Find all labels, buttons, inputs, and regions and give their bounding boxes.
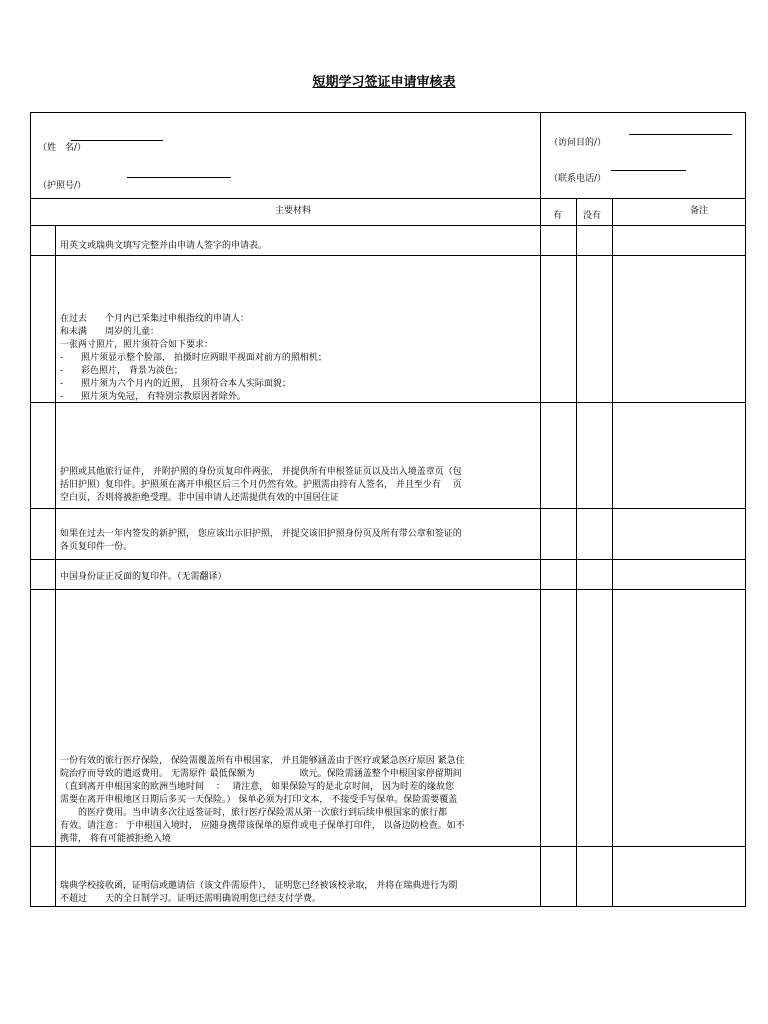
name-underline [71,140,163,141]
row-4-text [60,528,462,554]
name-label: （姓 名/） [38,143,87,153]
row-2-line: 和未满 周岁的儿童： [60,327,160,337]
row-6-line: 的医疗费用。当申请多次往返签证时，旅行医疗保险需从第一次旅行到后续申根国家的旅行都 [60,808,448,818]
row-6-line: 需要在离开申根地区日期后多买一天保险。） 保单必须为打印文本， 不接受手写保单。保险需要覆盖 [60,795,458,805]
row-6-line: （直到离开申根国家的欧洲当地时间 ： 请注意， 如果保险写的是北京时间， 因为时差的缘故您 [60,782,454,792]
row-6-line: 一份有效的旅行医疗保险， 保险需覆盖所有申根国家， 并且能够涵盖由于医疗或紧急医疗原因 紧急住 [60,756,465,766]
passport-label: （护照号/） [38,181,87,191]
have-column-left-divider [540,112,541,906]
row-3-line: 空白页，否则将被拒绝受理。非中国申请人还需提供有效的中国居住证 [60,493,340,503]
materials-column-header: 主要材料 [275,206,312,216]
row-3-line: 括旧护照）复印件。护照须在离开申根区后三个月仍然有效。护照需由持有人签名， 并且至少有 页 [60,480,462,490]
row-2-text [60,313,327,404]
row-7-text [60,880,457,906]
row-1-text: 用英文或瑞典文填写完整并由申请人签字的申请表。 [60,241,268,251]
row-2-line: - 彩色照片， 背景为淡色； [60,366,183,376]
header-bottom-border [30,198,746,199]
have-column-header: 有 [553,211,563,221]
row-5-text: 中国身份证正反面的复印件。（无需翻译） [60,572,227,582]
row-4-line: 各页复印件一份。 [60,542,133,552]
remarks-column-header: 备注 [690,206,709,216]
row-5-bottom-border [30,589,746,590]
row-2-line: 一张两寸照片，照片须符合如下要求： [60,340,214,350]
row-7-line: 瑞典学校接收函，证明信或邀请信（该文件需原件）， 证明您已经被该校录取， 并将在瑞典进行为期 [60,881,458,891]
row-1-bottom-border [30,255,746,256]
phone-underline [611,170,686,171]
row-4-bottom-border [30,559,746,560]
table-top-border [30,112,746,113]
row-2-line: - 照片须为免冠， 有特别宗教原因者除外。 [60,392,246,402]
have-column-right-divider [576,198,577,906]
index-column-divider [55,225,56,906]
table-left-border [30,112,31,906]
row-6-line: 携带， 将有可能被拒绝入境 [60,834,171,844]
row-3-text [60,466,462,505]
page-title: 短期学习签证申请审核表 [312,75,456,90]
table-right-border [745,112,746,906]
row-2-line: - 照片须显示整个脸部， 拍摄时应两眼平视面对前方的照相机； [60,353,327,363]
not-have-column-right-divider [612,198,613,906]
row-6-line: 有效。请注意： 于申根国入境时， 应随身携带该保单的原件或电子保单打印件， 以备边防检查。如不 [60,821,465,831]
passport-underline [127,177,231,178]
row-2-line: 在过去 个月内已采集过申根指纹的申请人： [60,314,250,324]
phone-label: （联系电话/） [549,174,607,184]
visit-purpose-label: （访问目的/） [549,138,607,148]
row-6-bottom-border [30,846,746,847]
row-4-line: 如果在过去一年内签发的新护照， 您应该出示旧护照， 并提交该旧护照身份页及所有带公章和签证的 [60,529,462,539]
visit-purpose-underline [629,134,732,135]
row-3-bottom-border [30,508,746,509]
not-have-column-header: 没有 [583,211,602,221]
row-3-line: 护照或其他旅行证件， 并附护照的身份页复印件两张， 并提供所有申根签证页以及出入境盖章页（包 [60,467,462,477]
row-6-text [60,755,465,846]
table-bottom-border [30,906,746,907]
column-header-bottom-border [30,225,746,226]
row-2-line: - 照片须为六个月内的近照， 且须符合本人实际面貌； [60,379,291,389]
row-7-line: 不超过 天的全日制学习。证明还需明确说明您已经支付学费。 [60,894,322,904]
row-6-line: 院治疗而导致的遣返费用。 无需原件 最低保额为 欧元。保险需涵盖整个申根国家停留期间 [60,769,462,779]
